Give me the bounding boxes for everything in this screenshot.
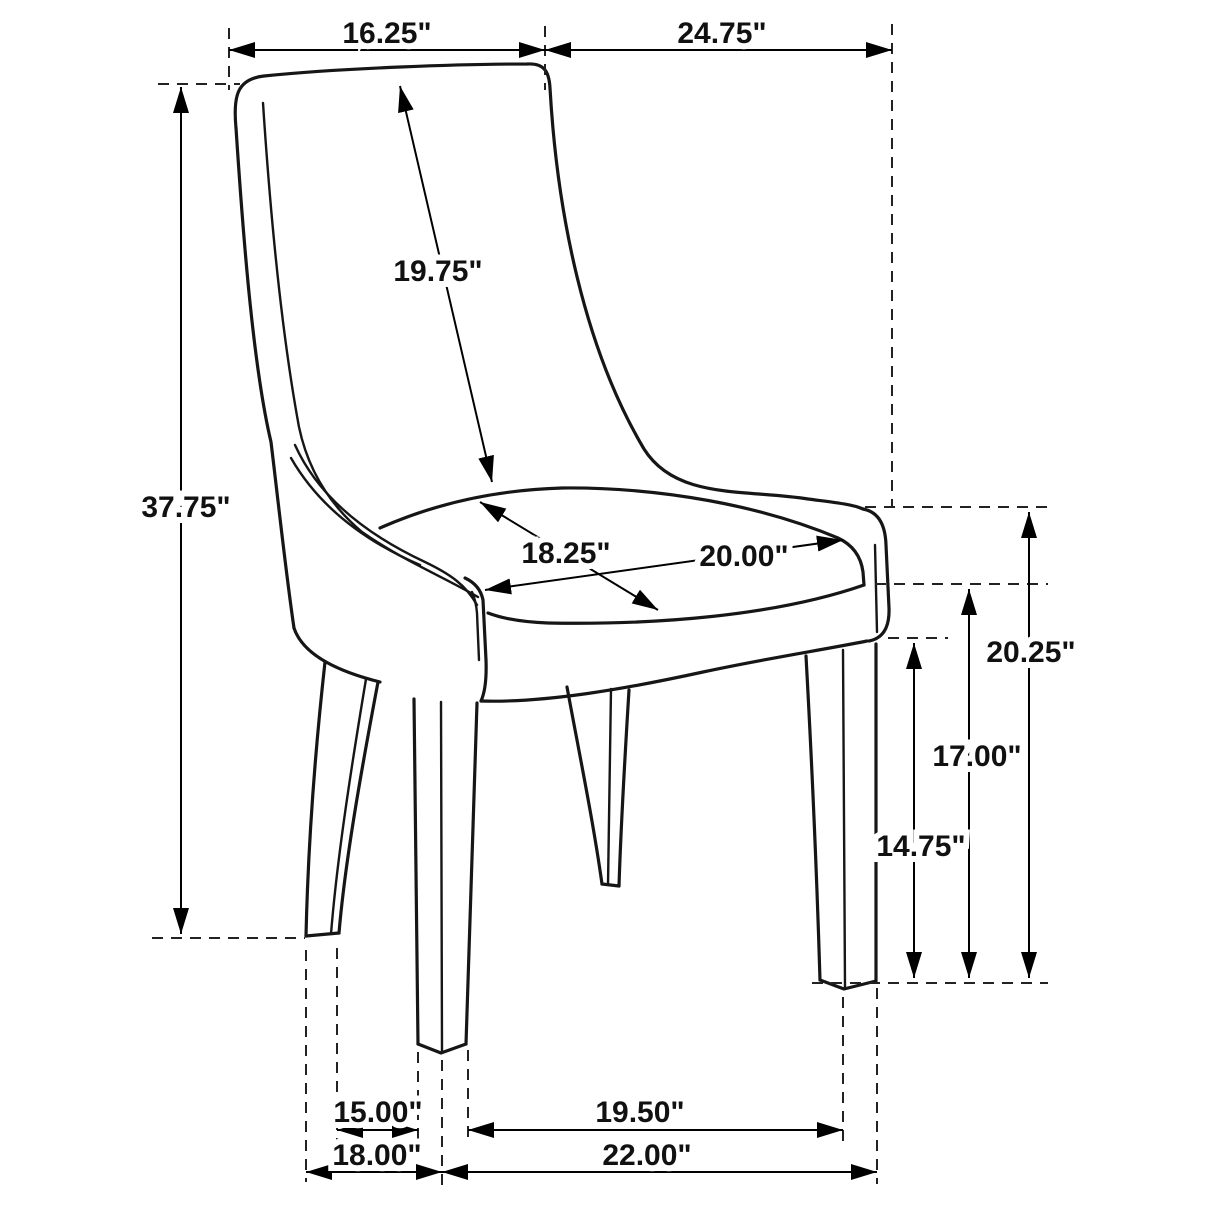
- dimension-label: 15.00": [333, 1096, 423, 1129]
- front-right-leg-bottom: [820, 980, 876, 989]
- cushion-bottom-edge: [488, 585, 864, 623]
- dimension-floor-depth: [306, 1139, 442, 1172]
- rear-left-leg-bottom: [306, 933, 339, 936]
- dimension-top-overall-depth: [545, 17, 892, 50]
- chair-rear-right-leg: [567, 687, 629, 886]
- chair-rear-left-leg: [306, 662, 378, 936]
- side-panel-bottom: [294, 628, 380, 682]
- front-left-leg-right-edge: [466, 703, 477, 1044]
- front-left-leg-left-edge: [414, 699, 418, 1044]
- dimension-label: 19.50": [595, 1096, 685, 1129]
- rear-left-leg-corner-edge: [331, 679, 366, 934]
- dimension-label: 24.75": [677, 17, 767, 50]
- dimension-backrest-length: [393, 86, 492, 482]
- dimension-floor-overall-width: [442, 1139, 877, 1172]
- dimension-overall-height: [141, 87, 230, 934]
- dimension-label: 19.75": [393, 255, 483, 288]
- arm-front-inner-edge: [472, 592, 479, 660]
- rear-right-leg-corner-edge: [608, 689, 611, 885]
- rear-right-leg-left-edge: [567, 687, 602, 884]
- front-left-leg-corner-edge: [441, 702, 442, 1051]
- dimension-front-leg-spacing: [468, 1096, 843, 1130]
- dimension-label: 18.25": [521, 537, 611, 570]
- backrest-left-edge: [236, 128, 294, 628]
- chair-front-left-leg: [414, 699, 477, 1053]
- dimension-label: 37.75": [141, 491, 231, 524]
- front-right-leg-left-edge: [806, 656, 820, 980]
- dimensions: [141, 17, 1075, 1172]
- dimension-rear-leg-spacing: [333, 1096, 422, 1130]
- dimension-label: 16.25": [342, 17, 432, 50]
- dimension-label: 20.00": [699, 540, 789, 573]
- chair-seat: [380, 488, 889, 701]
- dimension-seat-depth: [480, 502, 658, 610]
- backrest-outline: [235, 64, 863, 509]
- rear-left-leg-left-edge: [306, 662, 325, 936]
- dimension-label: 20.25": [986, 636, 1076, 669]
- rear-right-leg-right-edge: [619, 690, 629, 886]
- backrest-seam: [263, 103, 478, 597]
- chair-front-right-leg: [806, 644, 876, 989]
- dimension-label: 14.75": [876, 830, 966, 863]
- dimension-label: 18.00": [332, 1139, 422, 1172]
- dimension-label: 17.00": [932, 740, 1022, 773]
- dimension-label: 22.00": [602, 1139, 692, 1172]
- extension-lines: [152, 24, 1048, 1186]
- dimension-leg-height: [876, 643, 965, 978]
- seat-right-cap-inner: [875, 545, 877, 632]
- dimension-back-top-width: [229, 17, 545, 50]
- rear-right-leg-bottom: [602, 884, 619, 886]
- front-right-leg-corner-edge: [843, 650, 845, 988]
